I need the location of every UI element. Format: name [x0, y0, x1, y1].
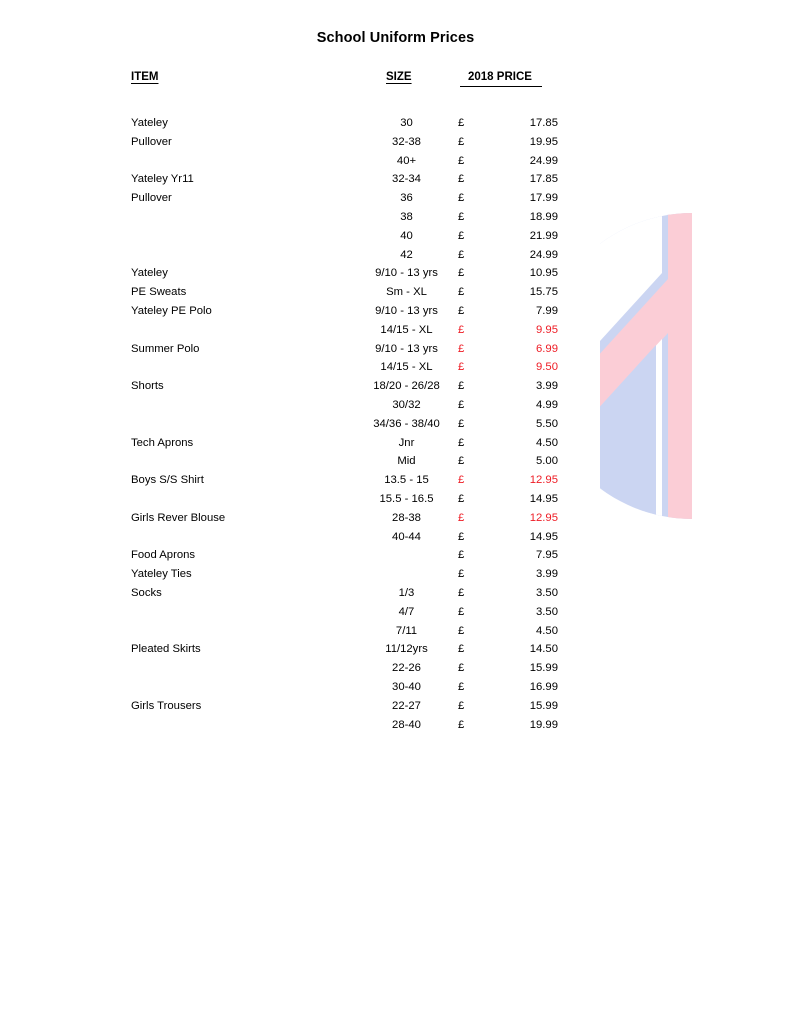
cell-item: Summer Polo: [131, 342, 200, 355]
table-row: [131, 659, 558, 678]
table-row: [131, 471, 558, 490]
cell-item: Boys S/S Shirt: [131, 474, 204, 487]
cell-size: Mid: [397, 455, 416, 468]
cell-size: [355, 546, 458, 565]
table-row: [131, 170, 558, 189]
cell-item: [131, 528, 355, 547]
header-price: 2018 PRICE: [460, 71, 542, 87]
cell-item: [131, 415, 355, 434]
cell-size: 13.5 - 15: [384, 474, 429, 487]
cell-price: 14.95: [529, 492, 558, 505]
cell-currency: £: [458, 398, 465, 411]
cell-item: Girls Trousers: [131, 699, 202, 712]
table-row: [131, 603, 558, 622]
cell-item: Girls Rever Blouse: [131, 511, 226, 524]
cell-price: 4.50: [536, 624, 558, 637]
table-row: [131, 584, 558, 603]
table-row: [131, 396, 558, 415]
cell-currency: £: [458, 699, 465, 712]
cell-price: 5.50: [536, 417, 558, 430]
cell-price: 16.99: [529, 680, 558, 693]
cell-price: 21.99: [529, 229, 558, 242]
table-row: [131, 246, 558, 265]
cell-currency: £: [458, 436, 465, 449]
table-row: [131, 152, 558, 171]
cell-currency: £: [458, 210, 465, 223]
cell-price: 15.99: [529, 699, 558, 712]
cell-currency: £: [458, 135, 465, 148]
cell-item: [131, 396, 355, 415]
cell-size: 40: [400, 229, 413, 242]
cell-size: 30: [400, 117, 413, 129]
cell-size: 4/7: [398, 605, 415, 618]
cell-currency: £: [458, 643, 465, 656]
cell-price: 24.99: [529, 154, 558, 167]
cell-currency: £: [458, 323, 465, 336]
price-table: [131, 114, 558, 734]
price-table-body: [131, 114, 558, 734]
cell-size: Sm - XL: [386, 286, 427, 299]
cell-item: Pullover: [131, 192, 172, 205]
cell-price: 3.99: [536, 380, 558, 393]
cell-price: 15.99: [529, 662, 558, 675]
table-row: [131, 640, 558, 659]
cell-currency: £: [458, 173, 465, 186]
cell-size: 11/12yrs: [385, 643, 428, 656]
cell-currency: £: [458, 361, 465, 374]
cell-price: 14.95: [529, 530, 558, 543]
cell-price: 17.99: [529, 192, 558, 205]
cell-item: Pleated Skirts: [131, 643, 201, 656]
cell-size: 14/15 - XL: [380, 323, 433, 336]
table-row: [131, 678, 558, 697]
cell-price: 9.95: [536, 323, 558, 336]
cell-price: 7.99: [536, 304, 558, 317]
cell-size: 34/36 - 38/40: [373, 417, 440, 430]
cell-price: 19.99: [529, 718, 558, 731]
cell-currency: £: [458, 455, 465, 468]
table-row: [131, 415, 558, 434]
cell-item: [131, 358, 355, 377]
cell-item: Socks: [131, 586, 162, 599]
cell-size: 30/32: [392, 398, 421, 411]
cell-price: 17.85: [529, 173, 558, 186]
cell-price: 7.95: [536, 549, 558, 562]
header-size: SIZE: [386, 71, 412, 83]
cell-price: 6.99: [536, 342, 558, 355]
cell-size: 22-27: [392, 699, 421, 712]
cell-item: Yateley: [131, 267, 168, 280]
cell-price: 4.99: [536, 398, 558, 411]
cell-size: 18/20 - 26/28: [373, 380, 440, 393]
table-row: [131, 302, 558, 321]
table-row: [131, 509, 558, 528]
cell-price: 3.50: [536, 586, 558, 599]
table-row: [131, 490, 558, 509]
table-row: [131, 434, 558, 453]
cell-item: Food Aprons: [131, 549, 196, 562]
cell-item: Pullover: [131, 135, 172, 148]
table-row: [131, 452, 558, 471]
cell-currency: £: [458, 117, 465, 129]
cell-item: Tech Aprons: [131, 436, 194, 449]
table-row: [131, 189, 558, 208]
cell-price: 18.99: [529, 210, 558, 223]
table-row: [131, 208, 558, 227]
cell-currency: £: [458, 192, 465, 205]
cell-price: 3.50: [536, 605, 558, 618]
cell-price: 17.85: [529, 117, 558, 129]
cell-currency: £: [458, 586, 465, 599]
cell-price: 24.99: [529, 248, 558, 261]
cell-currency: £: [458, 530, 465, 543]
table-row: [131, 697, 558, 716]
cell-size: 42: [400, 248, 413, 261]
cell-currency: £: [458, 248, 465, 261]
cell-item: Yateley Ties: [131, 568, 192, 581]
cell-size: 30-40: [392, 680, 421, 693]
cell-size: 1/3: [398, 586, 415, 599]
table-row: [131, 133, 558, 152]
table-row: [131, 283, 558, 302]
table-row: [131, 565, 558, 584]
cell-currency: £: [458, 511, 465, 524]
cell-currency: £: [458, 568, 465, 581]
table-row: [131, 358, 558, 377]
cell-item: [131, 321, 355, 340]
cell-size: 7/11: [395, 624, 418, 637]
cell-size: 40+: [396, 154, 417, 167]
cell-size: 32-34: [392, 173, 421, 186]
cell-item: [131, 490, 355, 509]
cell-price: 15.75: [529, 286, 558, 299]
header-item: ITEM: [131, 71, 159, 83]
cell-size: 32-38: [392, 135, 421, 148]
cell-size: 9/10 - 13 yrs: [375, 342, 438, 355]
cell-currency: £: [458, 267, 465, 280]
cell-currency: £: [458, 662, 465, 675]
cell-currency: £: [458, 718, 465, 731]
cell-size: 28-40: [392, 718, 421, 731]
column-header-row: [131, 71, 559, 89]
cell-item: [131, 152, 355, 171]
cell-item: Yateley: [131, 117, 168, 129]
cell-item: [131, 227, 355, 246]
cell-item: Yateley PE Polo: [131, 304, 212, 317]
table-row: [131, 114, 558, 133]
cell-item: [131, 208, 355, 227]
cell-currency: £: [458, 154, 465, 167]
cell-size: 9/10 - 13 yrs: [375, 304, 438, 317]
cell-item: PE Sweats: [131, 286, 187, 299]
cell-price: 9.50: [536, 361, 558, 374]
table-row: [131, 716, 558, 735]
cell-size: 40-44: [392, 530, 421, 543]
table-row: [131, 321, 558, 340]
cell-size: 22-26: [392, 662, 421, 675]
table-row: [131, 546, 558, 565]
cell-item: [131, 603, 355, 622]
cell-price: 3.99: [536, 568, 558, 581]
cell-currency: £: [458, 549, 465, 562]
table-row: [131, 377, 558, 396]
cell-currency: £: [458, 342, 465, 355]
table-row: [131, 264, 558, 283]
cell-size: 28-38: [392, 511, 421, 524]
cell-currency: £: [458, 304, 465, 317]
cell-item: [131, 678, 355, 697]
table-row: [131, 528, 558, 547]
cell-currency: £: [458, 624, 465, 637]
cell-currency: £: [458, 474, 465, 487]
cell-price: 19.95: [529, 135, 558, 148]
cell-size: 15.5 - 16.5: [379, 492, 434, 505]
cell-price: 4.50: [536, 436, 558, 449]
table-row: [131, 340, 558, 359]
table-row: [131, 622, 558, 641]
school-logo-watermark: [600, 213, 696, 519]
cell-item: Shorts: [131, 380, 164, 393]
cell-size: 38: [400, 210, 413, 223]
cell-size: [355, 565, 458, 584]
cell-price: 14.50: [529, 643, 558, 656]
cell-currency: £: [458, 380, 465, 393]
cell-item: [131, 716, 355, 735]
cell-currency: £: [458, 680, 465, 693]
cell-size: 9/10 - 13 yrs: [375, 267, 438, 280]
cell-currency: £: [458, 605, 465, 618]
cell-price: 10.95: [529, 267, 558, 280]
cell-item: Yateley Yr11: [131, 173, 194, 186]
page-title: School Uniform Prices: [316, 30, 475, 46]
cell-currency: £: [458, 229, 465, 242]
cell-price: 12.95: [529, 511, 558, 524]
cell-currency: £: [458, 286, 465, 299]
cell-item: [131, 246, 355, 265]
cell-size: 14/15 - XL: [380, 361, 433, 374]
cell-currency: £: [458, 492, 465, 505]
cell-price: 5.00: [536, 455, 558, 468]
cell-size: Jnr: [398, 436, 415, 449]
cell-item: [131, 452, 355, 471]
cell-item: [131, 622, 355, 641]
cell-price: 12.95: [529, 474, 558, 487]
cell-size: 36: [400, 192, 413, 205]
cell-currency: £: [458, 417, 465, 430]
table-row: [131, 227, 558, 246]
cell-item: [131, 659, 355, 678]
